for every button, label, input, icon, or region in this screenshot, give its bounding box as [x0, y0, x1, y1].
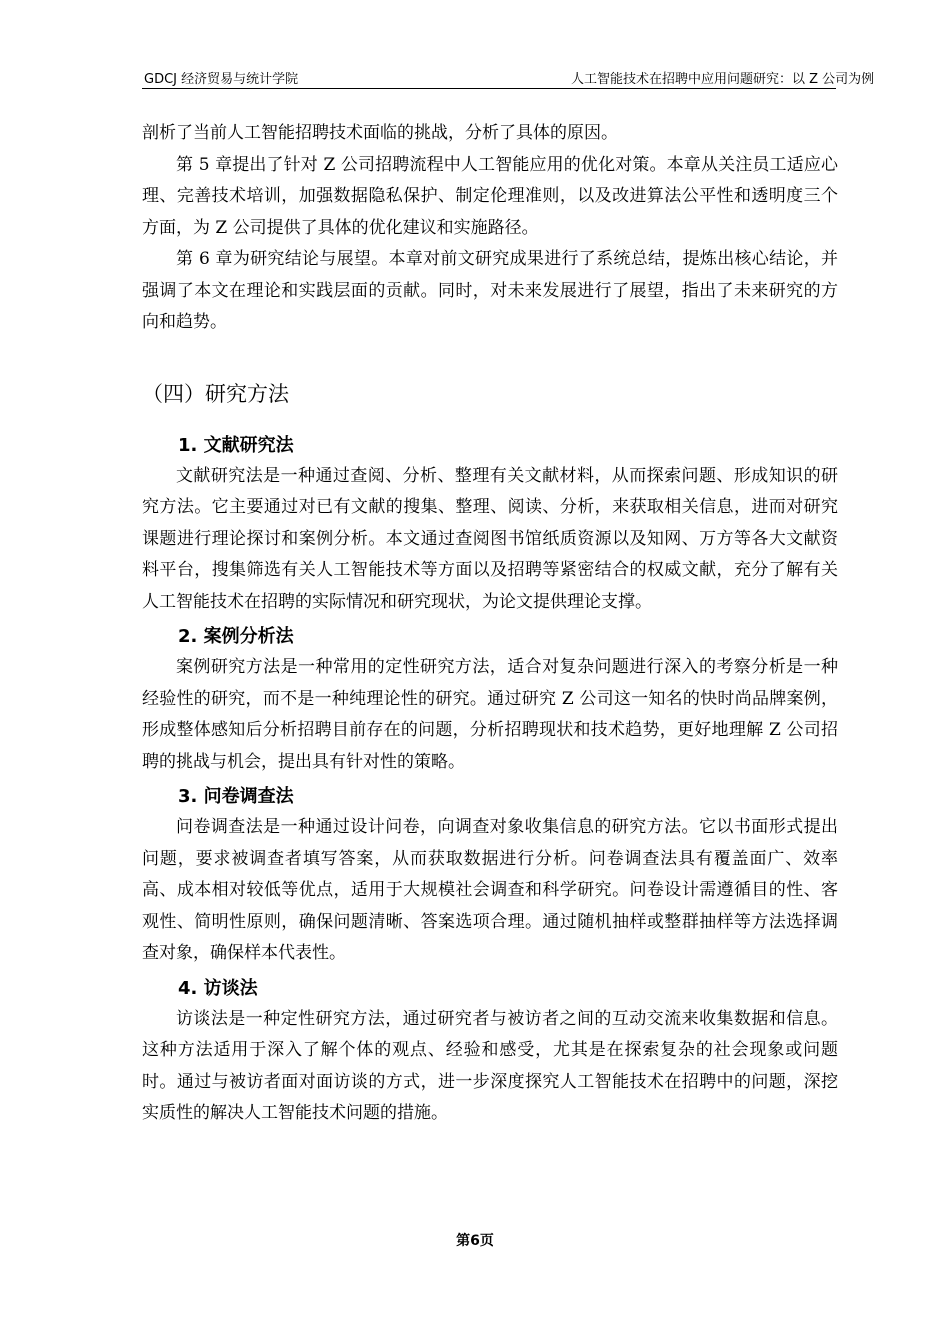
subsection-body-interview: 访谈法是一种定性研究方法，通过研究者与被访者之间的互动交流来收集数据和信息。这种方法适用于深入了解个体的观点、经验和感受，尤其是在探索复杂的社会现象或问题时。通过与被访者面对面访谈的方式，进一步深度探究人工智能技术在招聘中的问题，深挖实质性的解决人工智能技术问题的措施。: [142, 1008, 838, 1123]
subsection-title-literature: 1. 文献研究法: [178, 434, 294, 456]
subsection-title-case-study: 2. 案例分析法: [178, 626, 294, 647]
intro-paragraph-chapter5: 第 5 章提出了针对 Z 公司招聘流程中人工智能应用的优化对策。本章从关注员工适应心理、完善技术培训，加强数据隐私保护、制定伦理准则，以及改进算法公平性和透明度三个方面，为 Z 公司提供了具体的优化建议和实施路径。: [142, 154, 838, 238]
subsection-body-literature: 文献研究法是一种通过查阅、分析、整理有关文献材料，从而探索问题、形成知识的研究方法。它主要通过对已有文献的搜集、整理、阅读、分析，来获取相关信息，进而对研究课题进行理论探讨和案例分析。本文通过查阅图书馆纸质资源以及知网、万方等各大文献资料平台，搜集筛选有关人工智能技术等方面以及招聘等紧密结合的权威文献，充分了解有关人工智能技术在招聘的实际情况和研究现状，为论文提供理论支撑。: [142, 465, 838, 612]
page-number: 第6页: [456, 1233, 494, 1249]
intro-paragraph-continued: 剖析了当前人工智能招聘技术面临的挑战，分析了具体的原因。: [142, 123, 618, 143]
page-header: [142, 66, 875, 89]
subsection-title-questionnaire: 3. 问卷调查法: [178, 786, 294, 807]
intro-paragraph-chapter6: 第 6 章为研究结论与展望。本章对前文研究成果进行了系统总结，提炼出核心结论，并强调了本文在理论和实践层面的贡献。同时，对未来发展进行了展望，指出了未来研究的方向和趋势。: [142, 249, 838, 332]
subsection-body-case-study: 案例研究方法是一种常用的定性研究方法，适合对复杂问题进行深入的考察分析是一种经验性的研究，而不是一种纯理论性的研究。通过研究 Z 公司这一知名的快时尚品牌案例，形成整体感知后分析招聘目前存在的问题，分析招聘现状和技术趋势，更好地理解 Z 公司招聘的挑战与机会，提出具有针对性的策略。: [142, 657, 838, 772]
page-body: [142, 118, 838, 1130]
header-institution: GDCJ 经济贸易与统计学院: [144, 72, 299, 87]
header-thesis-title: 人工智能技术在招聘中应用问题研究：以 Z 公司为例: [571, 72, 875, 87]
subsection-body-questionnaire: 问卷调查法是一种通过设计问卷，向调查对象收集信息的研究方法。它以书面形式提出问题，要求被调查者填写答案，从而获取数据进行分析。问卷调查法具有覆盖面广、效率高、成本相对较低等优点，适用于大规模社会调查和科学研究。问卷设计需遵循目的性、客观性、简明性原则，确保问题清晰、答案选项合理。通过随机抽样或整群抽样等方法选择调查对象，确保样本代表性。: [142, 817, 838, 963]
subsection-title-interview: 4. 访谈法: [178, 977, 258, 999]
section-title: （四）研究方法: [142, 381, 289, 406]
